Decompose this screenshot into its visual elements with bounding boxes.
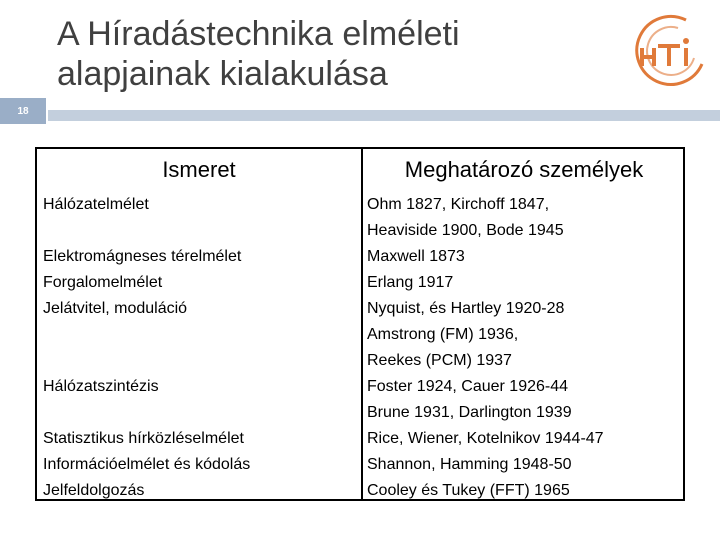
header-szemelyek: Meghatározó személyek [404, 157, 644, 182]
column-divider [361, 149, 363, 499]
person-cell: Amstrong (FM) 1936, [367, 326, 519, 343]
person-cell: Cooley és Tukey (FFT) 1965 [367, 482, 570, 499]
person-cell: Maxwell 1873 [367, 248, 465, 265]
slide-number: 18 [0, 98, 46, 124]
person-cell: Rice, Wiener, Kotelnikov 1944-47 [367, 430, 604, 447]
topic-cell: Forgalomelmélet [43, 274, 163, 291]
topic-cell: Statisztikus hírközléselmélet [43, 430, 244, 447]
slide-title [57, 14, 460, 94]
topic-cell: Hálózatszintézis [43, 378, 159, 395]
topic-cell: Jelátvitel, moduláció [43, 300, 188, 317]
topic-cell: Elektromágneses térelmélet [43, 248, 242, 265]
hti-logo-icon [628, 6, 716, 94]
topic-cell: Információelmélet és kódolás [43, 456, 251, 473]
title-underline-bar [48, 110, 720, 121]
person-cell: Nyquist, és Hartley 1920-28 [367, 300, 565, 317]
header-ismeret: Ismeret [162, 157, 236, 182]
title-line-2: alapjainak kialakulása [57, 55, 388, 93]
person-cell: Ohm 1827, Kirchoff 1847, [367, 196, 550, 213]
person-cell: Shannon, Hamming 1948-50 [367, 456, 572, 473]
person-cell: Brune 1931, Darlington 1939 [367, 404, 572, 421]
person-cell: Foster 1924, Cauer 1926-44 [367, 378, 569, 395]
topic-cell: Jelfeldolgozás [43, 482, 145, 499]
person-cell: Reekes (PCM) 1937 [367, 352, 512, 369]
person-cell: Erlang 1917 [367, 274, 454, 291]
person-cell: Heaviside 1900, Bode 1945 [367, 222, 564, 239]
title-line-1: A Híradástechnika elméleti [57, 15, 460, 53]
topic-cell: Hálózatelmélet [43, 196, 149, 213]
knowledge-table [35, 147, 685, 501]
